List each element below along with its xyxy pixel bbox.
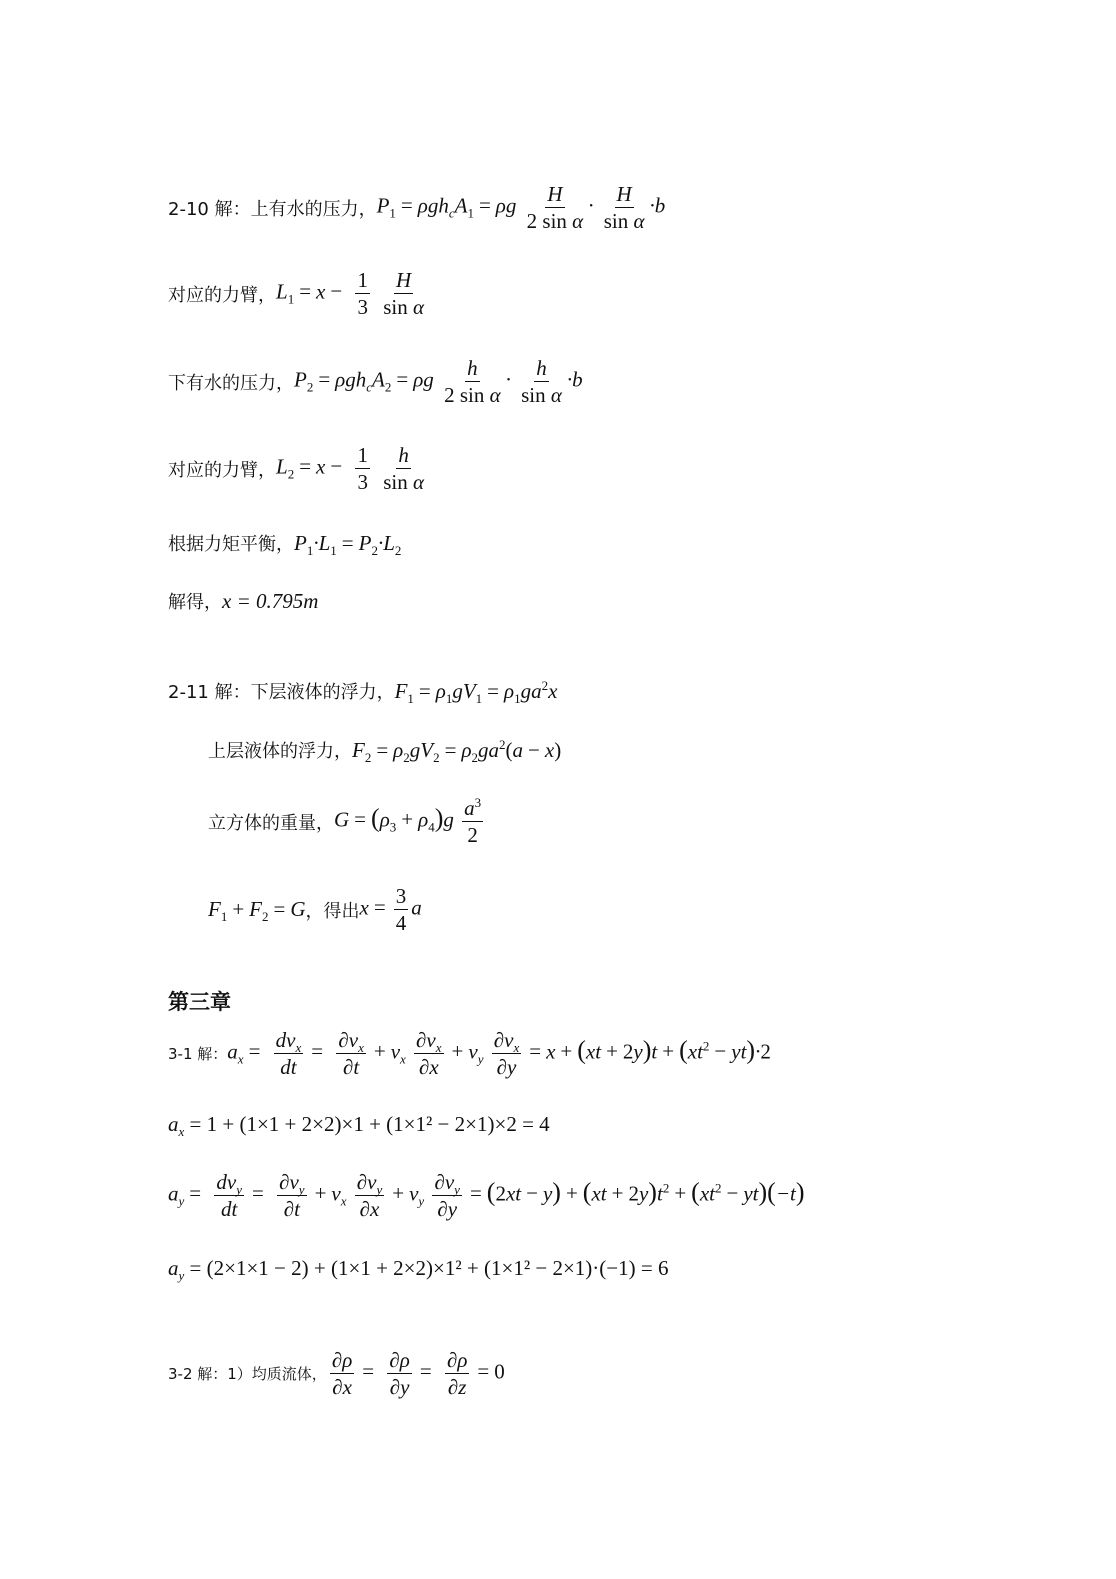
p31-ax-symbol: $a_x$	[168, 1112, 185, 1140]
p32-line1	[168, 1348, 505, 1399]
p210-upper-pressure-formula: $P_1 = \rho gh_cA_1 = \rho g$ $\frac{H}{\text{2 sin α}}$ · $\frac{H}{\text{sin α}}$ ·b	[376, 182, 666, 234]
p211-balance-formula: $F_1 + F_2 = G$	[208, 897, 306, 925]
p211-line3	[208, 796, 486, 847]
p31-ay-value: = (2×1×1 − 2) + (1×1 + 2×2)×1² + (1×1² − 2×1)·(−1) = 6	[189, 1256, 669, 1280]
p211-weight-label: 立方体的重量，	[208, 812, 334, 834]
p211-upper-buoyancy-formula: $F_2 = \rho_2gV_2 = \rho_2ga^2(a - x)$	[352, 736, 562, 765]
p210-lower-pressure-label: 下有水的压力，	[168, 372, 294, 394]
p31-ay-formula: $a_y$ = $\frac{dv_y}{dt}$ = $\frac{\partial v_y}{\partial t}$ + $v_x$ $\frac{\partial v_y}{\partial x}$ + $v_y$ $\frac{\partial v_y}{\partial y}$ = $(2xt - y) + (xt + 2y)t^2 + (xt^2 - yt)(-t)$	[168, 1170, 805, 1222]
p210-arm1-formula: $L_1 = x$ − $\frac{1}{3}$ $\frac{H}{\text{sin α}}$	[276, 268, 424, 320]
p211-conclusion-label: ，得出	[305, 900, 360, 922]
p31-label: 3-1 解：	[168, 1045, 228, 1064]
p211-weight-formula: $G = (\rho_3 + \rho_4)g$ $\frac{a^3}{2}$	[334, 795, 482, 848]
p210-arm1-label: 对应的力臂，	[168, 284, 276, 306]
p210-arm2-formula: $L_2 = x$ − $\frac{1}{3}$ $\frac{h}{\text{sin α}}$	[276, 443, 424, 495]
p210-line2	[168, 268, 429, 319]
p210-result: x = 0.795m	[222, 588, 319, 613]
p211-line1	[168, 678, 557, 704]
p211-lower-buoyancy-formula: $F_1 = \rho_1gV_1 = \rho_1ga^2x$	[394, 677, 558, 706]
p211-result-formula: x = $\frac{3}{4}$ a	[359, 884, 422, 936]
p211-lower-buoyancy-label: 下层液体的浮力，	[250, 682, 395, 703]
chapter-heading: 第三章	[168, 990, 231, 1014]
p210-moment-label: 根据力矩平衡，	[168, 534, 294, 555]
p31-line2	[168, 1112, 550, 1140]
p210-line3	[168, 356, 583, 407]
p210-line4	[168, 443, 429, 494]
p210-arm2-label: 对应的力臂，	[168, 459, 276, 481]
p210-label: 2-10 解：	[168, 198, 251, 220]
p211-label: 2-11 解：	[168, 682, 251, 703]
p31-ay-symbol: $a_y$	[168, 1256, 185, 1284]
p210-upper-pressure-label: 上有水的压力，	[250, 198, 377, 220]
p31-line1	[168, 1028, 771, 1079]
p210-moment-formula: $P_1\cdot L_1 = P_2\cdot L_2$	[294, 530, 402, 558]
p31-ax-value: = 1 + (1×1 + 2×2)×1 + (1×1² − 2×1)×2 = 4	[189, 1112, 550, 1136]
p211-upper-buoyancy-label: 上层液体的浮力，	[208, 741, 352, 762]
p211-line4	[208, 884, 422, 935]
p32-label: 3-2 解：1）均质流体，	[168, 1365, 327, 1384]
p32-formula: $\frac{\partial\rho}{\partial x}$ = $\frac{\partial\rho}{\partial y}$ = $\frac{\partial\rho}{\partial z}$ = 0	[331, 1348, 505, 1400]
p210-line6	[168, 588, 318, 614]
p211-line2	[208, 737, 561, 763]
p31-line3	[168, 1170, 805, 1221]
p31-ax-formula: $a_x$ = $\frac{dv_x}{dt}$ = $\frac{\partial v_x}{\partial t}$ + $v_x$ $\frac{\partial v_x}{\partial x}$ + $v_y$ $\frac{\partial v_x}{\partial y}$ = $x + (xt + 2y)t + (xt^2 - yt)\cdot 2$	[227, 1028, 771, 1080]
p210-line5	[168, 530, 401, 556]
p210-line1	[168, 182, 665, 233]
p210-solve-label: 解得，	[168, 592, 222, 613]
p210-lower-pressure-formula: $P_2 = \rho gh_cA_2 = \rho g$ $\frac{h}{\text{2 sin α}}$ · $\frac{h}{\text{sin α}}$ ·b	[294, 356, 583, 408]
p31-line4	[168, 1256, 669, 1284]
